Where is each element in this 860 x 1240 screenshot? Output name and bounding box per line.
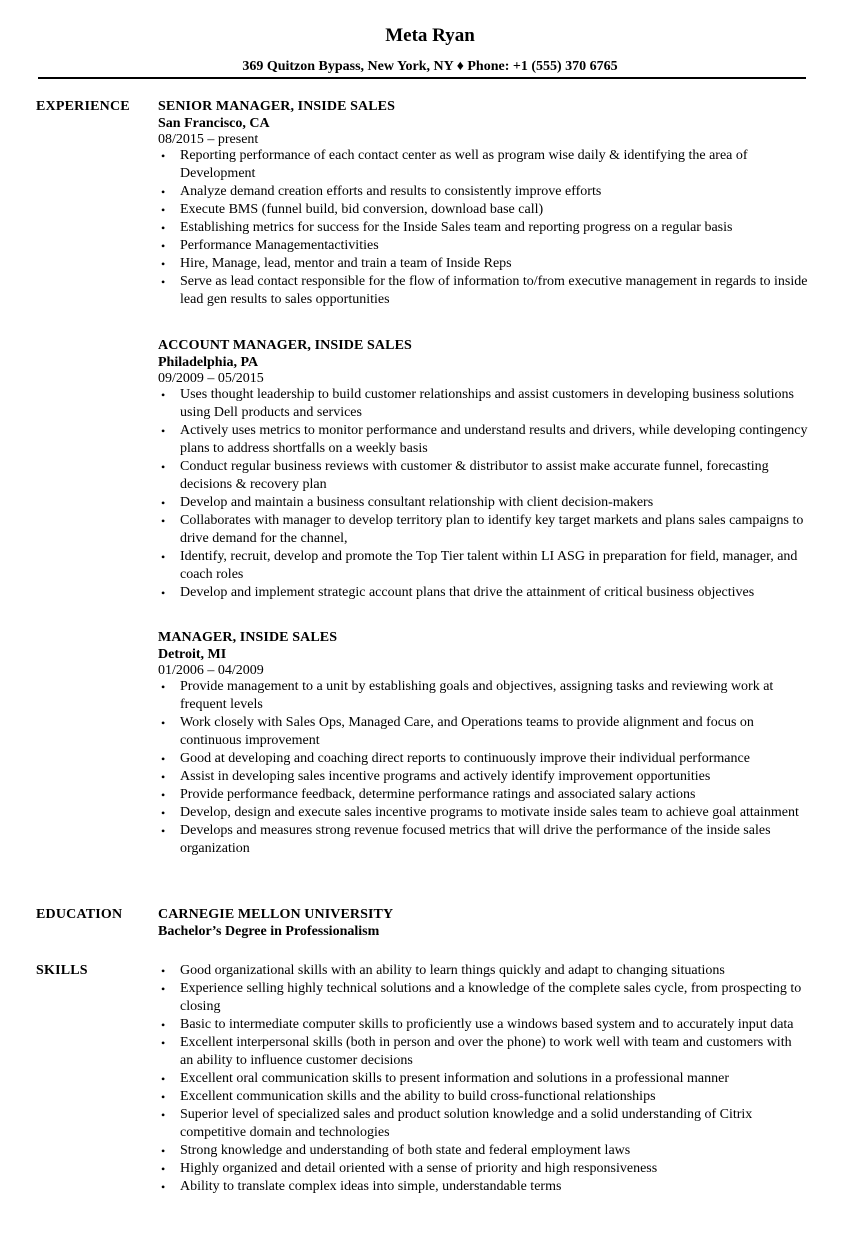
bullet-icon: • — [161, 716, 166, 730]
skill-text: Excellent communication skills and the ability to build cross-functional relationships — [180, 1089, 656, 1104]
bullet-icon: • — [161, 964, 166, 978]
bullet-text: Actively uses metrics to monitor performance and understand results and drivers, while developing contingency plans to address shortfalls on a weekly basis — [180, 423, 808, 456]
bullet-icon: • — [161, 1036, 166, 1050]
skill-text: Excellent oral communication skills to present information and solutions in a professional manner — [180, 1071, 729, 1086]
bullet-text: Serve as lead contact responsible for the flow of information to/from executive management in regards to inside lead gen results to sales opportunities — [180, 274, 808, 307]
skill-text: Experience selling highly technical solutions and a knowledge of the complete sales cycle, from prospecting to closing — [180, 981, 802, 1014]
bullet-icon: • — [161, 149, 166, 163]
bullet-icon: • — [161, 239, 166, 253]
section-label-skills: SKILLS — [36, 963, 88, 978]
job-title: SENIOR MANAGER, INSIDE SALES — [158, 99, 395, 114]
bullet-icon: • — [161, 680, 166, 694]
school-name: CARNEGIE MELLON UNIVERSITY — [158, 907, 394, 922]
bullet-text: Hire, Manage, lead, mentor and train a team of Inside Reps — [180, 256, 512, 271]
list-item — [158, 1034, 808, 1070]
bullet-icon: • — [161, 185, 166, 199]
list-item — [158, 678, 808, 714]
skill-text: Basic to intermediate computer skills to proficiently use a windows based system and to accurately input data — [180, 1017, 794, 1032]
bullet-text: Good at developing and coaching direct reports to continuously improve their individual performance — [180, 751, 750, 766]
job-dates: 08/2015 – present — [158, 132, 259, 147]
job-location: Detroit, MI — [158, 647, 227, 662]
bullet-icon: • — [161, 752, 166, 766]
contact-line: 369 Quitzon Bypass, New York, NY ♦ Phone: +1 (555) 370 6765 — [242, 59, 618, 74]
list-item — [158, 584, 808, 602]
bullet-icon: • — [161, 806, 166, 820]
bullet-text: Develops and measures strong revenue focused metrics that will drive the performance of the inside sales organization — [180, 823, 771, 856]
bullet-icon: • — [161, 496, 166, 510]
list-item — [158, 1106, 808, 1142]
bullet-icon: • — [161, 203, 166, 217]
list-item — [158, 1070, 808, 1088]
bullet-text: Provide management to a unit by establishing goals and objectives, assigning tasks and reviewing work at frequent levels — [180, 679, 774, 712]
list-item — [158, 1178, 808, 1196]
bullet-icon: • — [161, 388, 166, 402]
list-item — [158, 512, 808, 548]
section-label-education: EDUCATION — [36, 907, 123, 922]
skills-entry — [158, 962, 808, 1196]
list-item — [158, 147, 808, 183]
list-item — [158, 183, 808, 201]
bullet-text: Develop and implement strategic account plans that drive the attainment of critical business objectives — [180, 585, 755, 600]
list-item — [158, 786, 808, 804]
list-item — [158, 822, 808, 858]
job-dates: 09/2009 – 05/2015 — [158, 371, 264, 386]
list-item — [158, 714, 808, 750]
bullet-icon: • — [161, 1162, 166, 1176]
list-item — [158, 458, 808, 494]
job-title: MANAGER, INSIDE SALES — [158, 630, 338, 645]
bullet-icon: • — [161, 1180, 166, 1194]
list-item — [158, 201, 808, 219]
list-item — [158, 273, 808, 309]
bullet-icon: • — [161, 221, 166, 235]
bullet-icon: • — [161, 1018, 166, 1032]
bullet-text: Work closely with Sales Ops, Managed Care, and Operations teams to provide alignment and focus on continuous improvement — [180, 715, 754, 748]
bullet-text: Develop and maintain a business consultant relationship with client decision-makers — [180, 495, 654, 510]
job-bullet-list — [158, 678, 808, 858]
bullet-text: Collaborates with manager to develop territory plan to identify key target markets and plans sales campaigns to drive demand for the channel, — [180, 513, 804, 546]
header-divider — [38, 77, 806, 79]
bullet-icon: • — [161, 1108, 166, 1122]
bullet-icon: • — [161, 257, 166, 271]
bullet-text: Execute BMS (funnel build, bid conversion, download base call) — [180, 202, 544, 217]
list-item — [158, 1142, 808, 1160]
bullet-text: Establishing metrics for success for the Inside Sales team and reporting progress on a regular basis — [180, 220, 733, 235]
bullet-icon: • — [161, 460, 166, 474]
bullet-text: Identify, recruit, develop and promote the Top Tier talent within LI ASG in preparation for field, manager, and coach roles — [180, 549, 798, 582]
job-dates: 01/2006 – 04/2009 — [158, 663, 264, 678]
bullet-icon: • — [161, 1072, 166, 1086]
job-location: San Francisco, CA — [158, 116, 270, 131]
skills-list — [158, 962, 808, 1196]
bullet-text: Develop, design and execute sales incentive programs to motivate inside sales team to achieve goal attainment — [180, 805, 799, 820]
list-item — [158, 804, 808, 822]
job-bullet-list — [158, 386, 808, 602]
degree-name: Bachelor’s Degree in Professionalism — [158, 924, 380, 939]
bullet-icon: • — [161, 1144, 166, 1158]
bullet-icon: • — [161, 424, 166, 438]
list-item — [158, 422, 808, 458]
list-item — [158, 980, 808, 1016]
list-item — [158, 386, 808, 422]
list-item — [158, 237, 808, 255]
bullet-text: Provide performance feedback, determine performance ratings and associated salary actions — [180, 787, 696, 802]
bullet-icon: • — [161, 1090, 166, 1104]
bullet-icon: • — [161, 514, 166, 528]
list-item — [158, 1088, 808, 1106]
bullet-icon: • — [161, 770, 166, 784]
skill-text: Strong knowledge and understanding of both state and federal employment laws — [180, 1143, 631, 1158]
job-location: Philadelphia, PA — [158, 355, 259, 370]
list-item — [158, 548, 808, 584]
list-item — [158, 962, 808, 980]
skill-text: Ability to translate complex ideas into simple, understandable terms — [180, 1179, 562, 1194]
bullet-text: Uses thought leadership to build customer relationships and assist customers in developing business solutions using Dell products and services — [180, 387, 794, 420]
list-item — [158, 750, 808, 768]
bullet-icon: • — [161, 982, 166, 996]
job-entry — [158, 337, 808, 602]
job-entry — [158, 629, 808, 858]
bullet-icon: • — [161, 788, 166, 802]
bullet-text: Analyze demand creation efforts and results to consistently improve efforts — [180, 184, 602, 199]
list-item — [158, 494, 808, 512]
skill-text: Good organizational skills with an ability to learn things quickly and adapt to changing situations — [180, 963, 725, 978]
list-item — [158, 219, 808, 237]
candidate-name: Meta Ryan — [385, 25, 475, 46]
list-item — [158, 255, 808, 273]
list-item — [158, 1016, 808, 1034]
bullet-icon: • — [161, 824, 166, 838]
skill-text: Superior level of specialized sales and product solution knowledge and a solid understanding of Citrix competitive domain and technologies — [180, 1107, 753, 1140]
bullet-text: Assist in developing sales incentive programs and actively identify improvement opportunities — [180, 769, 711, 784]
bullet-text: Reporting performance of each contact center as well as program wise daily & identifying the area of Development — [180, 148, 748, 181]
bullet-icon: • — [161, 586, 166, 600]
job-bullet-list — [158, 147, 808, 309]
list-item — [158, 1160, 808, 1178]
job-title: ACCOUNT MANAGER, INSIDE SALES — [158, 338, 412, 353]
bullet-text: Conduct regular business reviews with customer & distributor to assist make accurate funnel, forecasting decisions & recovery plan — [180, 459, 769, 492]
bullet-text: Performance Managementactivities — [180, 238, 379, 253]
list-item — [158, 768, 808, 786]
section-label-experience: EXPERIENCE — [36, 99, 130, 114]
job-entry — [158, 98, 808, 309]
skill-text: Highly organized and detail oriented with a sense of priority and high responsiveness — [180, 1161, 658, 1176]
bullet-icon: • — [161, 550, 166, 564]
skill-text: Excellent interpersonal skills (both in person and over the phone) to work well with team and customers with an ability to influence customer decisions — [180, 1035, 792, 1068]
bullet-icon: • — [161, 275, 166, 289]
education-entry — [158, 906, 808, 940]
